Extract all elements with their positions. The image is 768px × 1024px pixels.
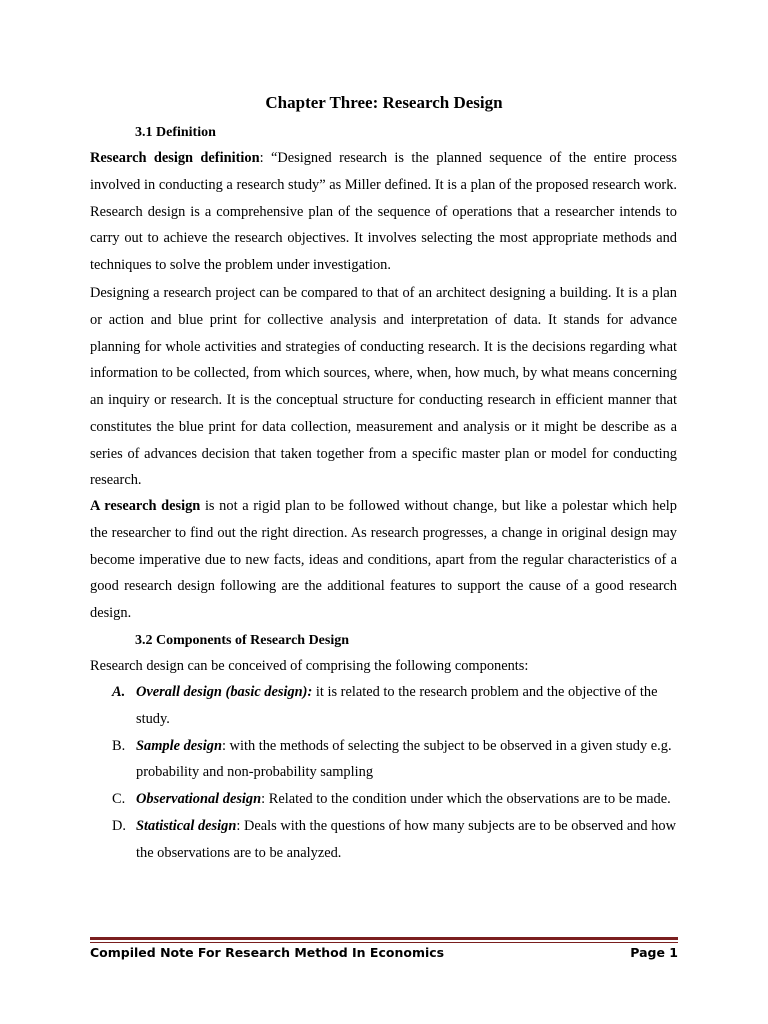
component-text: it is related to the research problem and the objective of the study. [136,684,658,727]
paragraph-polestar [90,493,677,627]
section-heading-components: 3.2 Components of Research Design [135,633,350,648]
paragraph-architect [90,280,677,494]
component-text: : Related to the condition under which the observations are to be made. [261,791,671,807]
footer-divider [90,937,678,940]
list-marker: D. [112,817,126,834]
list-marker: B. [112,737,126,754]
paragraph-text: is not a rigid plan to be followed without change, but like a polestar which help the researcher to find out the right direction. As research progresses, a change in original design may become imperative due to new facts, ideas and conditions, apart from the regular characteristics of a good research design following are the additional features to support the cause of a good research design. [90,498,677,621]
paragraph-definition [90,145,677,279]
list-item [90,786,677,813]
list-item [90,813,677,867]
component-text: : with the methods of selecting the subject to be observed in a given study e.g. probability and non-probability sampling [136,737,672,781]
component-term: Observational design [136,791,262,807]
footer-divider-thin [90,942,678,943]
page-number: Page 1 [630,945,678,960]
chapter-title: Chapter Three: Research Design [265,93,503,112]
list-marker: C. [112,791,126,807]
component-term: Overall design (basic design): [136,684,313,700]
paragraph-text: Designing a research project can be compared to that of an architect designing a building. It is a plan or action and blue print for collective analysis and interpretation of data. It stands for advance planning for whole activities and strategies of conducting research. It is the decisions regarding what information to be collected, from which sources, where, when, how much, by what means concerning an inquiry or research. It is the conceptual structure for conducting research in efficient manner that constitutes the blue print for data collection, measurement and analysis or it might be describe as a series of advances decision that taken together from a specific master plan or model for conducting research. [90,285,677,489]
component-term: Sample design [136,737,222,754]
components-list [90,679,677,866]
components-intro: Research design can be conceived of comprising the following components: [90,658,529,674]
paragraph-text: : “Designed research is the planned sequence of the entire process involved in conducting a research study” as Miller defined. It is a plan of the proposed research work. Research design is a comprehensive plan of the sequence of operations that a researcher intends to carry out to achieve the research objectives. It involves selecting the most appropriate methods and techniques to solve the problem under investigation. [90,150,677,273]
footer-title: Compiled Note For Research Method In Economics [90,945,445,960]
list-marker: A. [112,684,126,700]
component-text: : Deals with the questions of how many subjects are to be observed and how the observations are to be analyzed. [136,817,676,861]
paragraph-lead: Research design definition [90,150,260,166]
list-item [90,733,677,787]
paragraph-lead: A research design [90,498,201,514]
list-item [90,679,677,733]
section-heading-definition: 3.1 Definition [135,125,216,140]
component-term: Statistical design [136,817,237,834]
